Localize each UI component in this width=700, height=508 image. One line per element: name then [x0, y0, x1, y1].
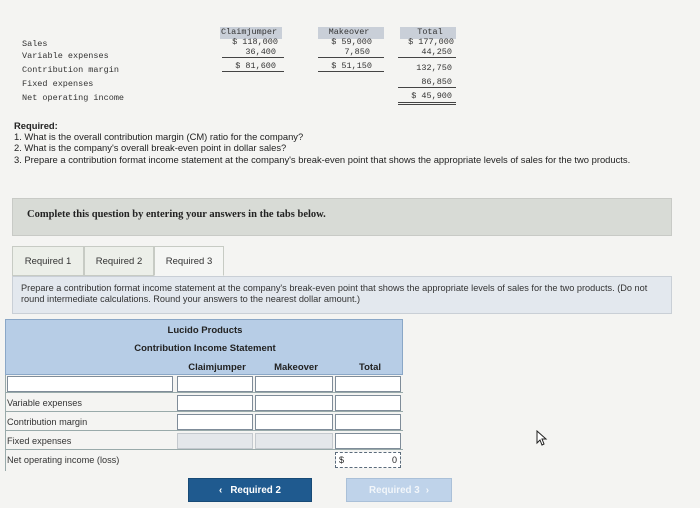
- instructions-banner: [12, 198, 672, 236]
- total-variable: 44,250: [421, 47, 452, 57]
- prev-button-label: Required 2: [230, 484, 281, 496]
- mouse-pointer-icon: [536, 430, 548, 451]
- instructions-text: Complete this question by entering your answers in the tabs below.: [27, 209, 326, 220]
- total-header: Total: [417, 27, 443, 37]
- table-row: [5, 451, 403, 469]
- question-prompt-box: [12, 276, 672, 314]
- total-noi-input[interactable]: [335, 452, 401, 468]
- question-prompt: Prepare a contribution format income statement at the company's break-even point that shows the appropriate levels of sales for the two products. (Do not round intermediate calculations. Round your answers to the nearest dollar amount.): [21, 283, 648, 304]
- col-header-makeover: Makeover: [274, 362, 318, 373]
- required-title: Required:: [14, 120, 58, 131]
- prev-required-2-button[interactable]: [188, 478, 312, 502]
- table-row: [5, 413, 403, 431]
- income-statement-form: [5, 319, 403, 471]
- required-item-2: 2. What is the company's overall break-even point in dollar sales?: [14, 142, 287, 154]
- makeover-fixed-cell: [255, 433, 333, 449]
- next-button-label: Required 3: [369, 484, 420, 496]
- claimjumper-variable-input[interactable]: [177, 395, 253, 411]
- makeover-header: Makeover: [328, 27, 370, 37]
- total-fixed: 86,850: [421, 77, 452, 87]
- makeover-cm-input[interactable]: [255, 414, 333, 430]
- total-cm-input[interactable]: [335, 414, 401, 430]
- company-name: Lucido Products: [167, 325, 243, 336]
- col-header-claimjumper: Claimjumper: [188, 362, 246, 373]
- makeover-cm: $ 51,150: [331, 61, 372, 71]
- table-row: [5, 394, 403, 412]
- statement-title: Contribution Income Statement: [134, 343, 276, 354]
- chevron-left-icon: ‹: [219, 484, 223, 496]
- claimjumper-sales: $ 118,000: [232, 37, 278, 47]
- required-item-1: 1. What is the overall contribution margin (CM) ratio for the company?: [14, 131, 304, 143]
- col-header-total: Total: [359, 362, 381, 373]
- tab-required-1[interactable]: Required 1: [12, 246, 84, 276]
- variable-expenses-label: Variable expenses: [22, 51, 109, 61]
- required-item-3: 3. Prepare a contribution format income statement at the company's break-even point that shows the appropriate levels of sales for the two products.: [14, 153, 631, 165]
- tab-required-2[interactable]: Required 2: [84, 246, 154, 276]
- total-variable-input[interactable]: [335, 395, 401, 411]
- total-sales: $ 177,000: [408, 37, 454, 47]
- claimjumper-variable: 36,400: [245, 47, 276, 57]
- total-fixed-input[interactable]: [335, 433, 401, 449]
- noi-value: 0: [391, 455, 397, 465]
- fixed-expenses-label: Fixed expenses: [22, 79, 94, 89]
- tab-required-3[interactable]: Required 3: [154, 246, 224, 276]
- row-label-contribution-margin: Contribution margin: [7, 417, 88, 427]
- claimjumper-sales-input[interactable]: [177, 376, 253, 392]
- claimjumper-cm-input[interactable]: [177, 414, 253, 430]
- noi-currency: $: [339, 455, 345, 465]
- makeover-sales-input[interactable]: [255, 376, 333, 392]
- required-section: [14, 120, 694, 165]
- makeover-sales: $ 59,000: [331, 37, 372, 47]
- total-sales-input[interactable]: [335, 376, 401, 392]
- table-row: [5, 375, 403, 393]
- total-cm: 132,750: [416, 63, 452, 73]
- claimjumper-fixed-cell: [177, 433, 253, 449]
- claimjumper-header: Claimjumper: [220, 27, 278, 37]
- table-row: [5, 432, 403, 450]
- claimjumper-cm: $ 81,600: [235, 61, 276, 71]
- contribution-margin-label: Contribution margin: [22, 65, 119, 75]
- net-operating-income-label: Net operating income: [22, 93, 125, 103]
- row-label-net-operating-income: Net operating income (loss): [7, 455, 120, 465]
- row-label-variable-expenses: Variable expenses: [7, 398, 82, 408]
- sales-label: Sales: [22, 39, 48, 49]
- makeover-variable: 7,850: [344, 47, 370, 57]
- row-label-fixed-expenses: Fixed expenses: [7, 436, 72, 446]
- statement-header: [5, 319, 403, 375]
- makeover-variable-input[interactable]: [255, 395, 333, 411]
- row-label-input[interactable]: [7, 376, 173, 392]
- total-noi: $ 45,900: [411, 91, 452, 101]
- chevron-right-icon: ›: [425, 484, 429, 496]
- next-required-3-button[interactable]: [346, 478, 452, 502]
